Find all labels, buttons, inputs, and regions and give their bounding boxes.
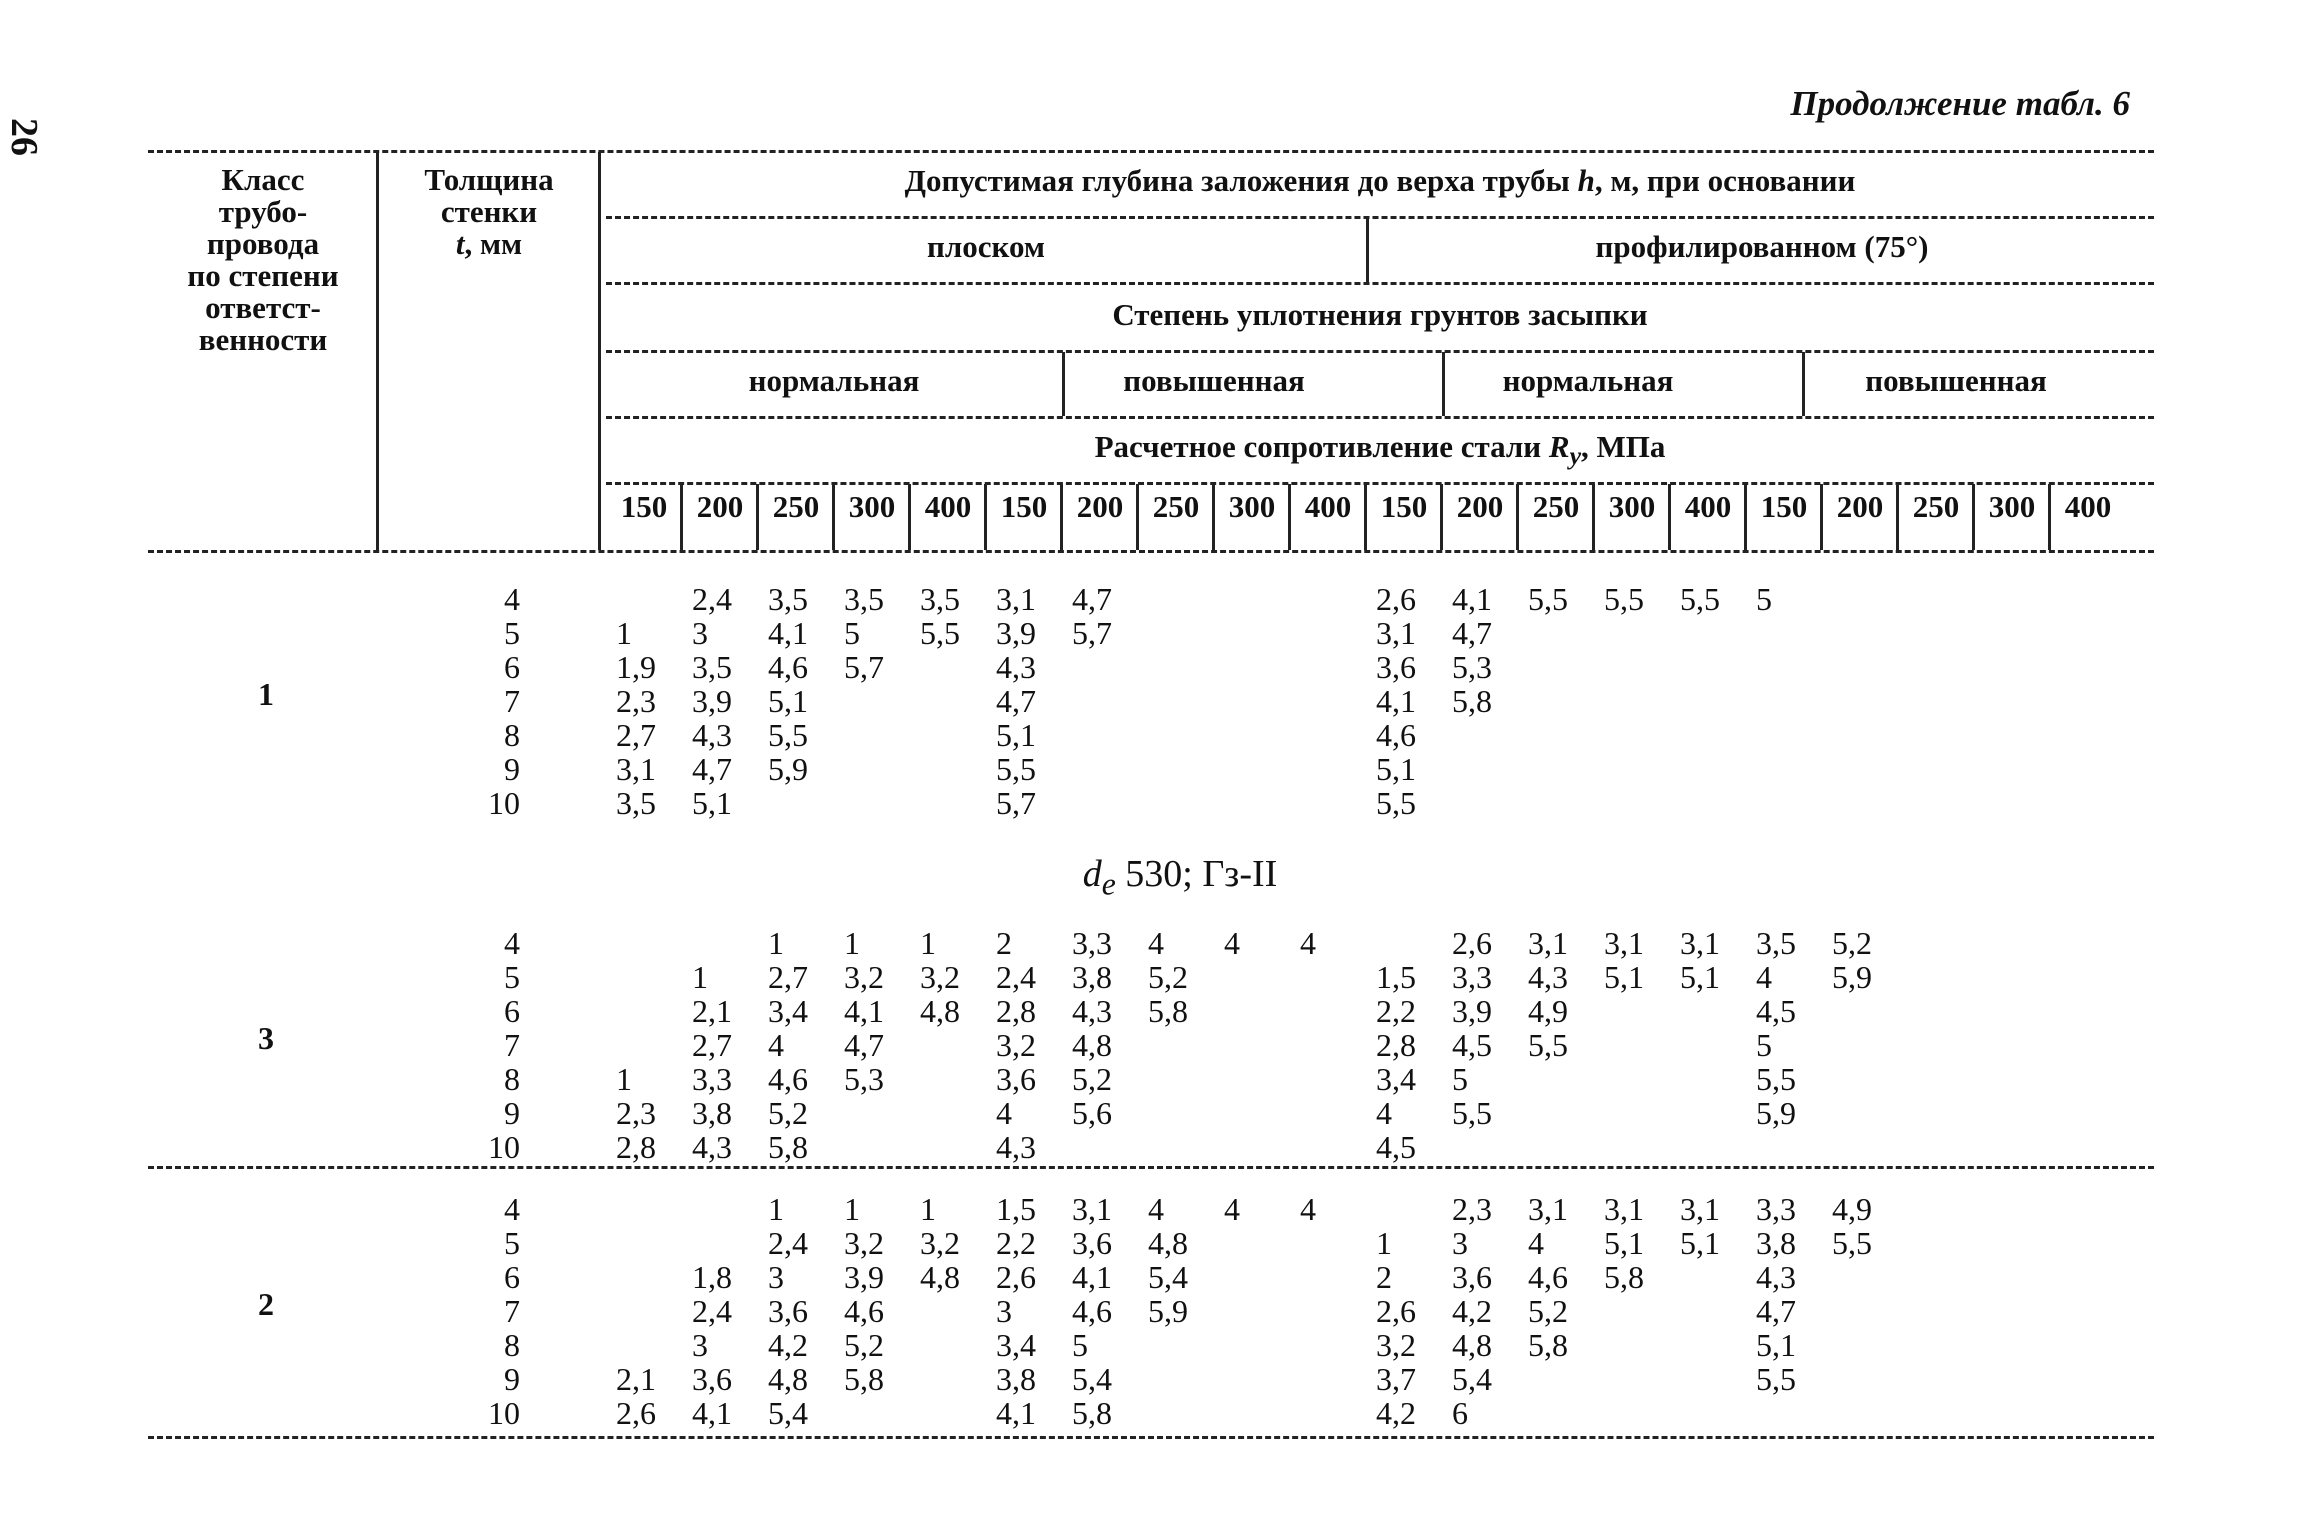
resistance-value-label: 150 [1000, 489, 1048, 524]
depth-value: 2,6 [616, 1395, 656, 1431]
depth-value: 5,2 [1148, 959, 1188, 995]
depth-value: 5,1 [1680, 1225, 1720, 1261]
pipeline-class: 3 [258, 1020, 274, 1056]
depth-value: 3,3 [692, 1061, 732, 1097]
wall-thickness: 6 [504, 1259, 520, 1295]
depth-value: 3,8 [996, 1361, 1036, 1397]
wall-thickness: 9 [504, 751, 520, 787]
resistance-value-label: 200 [1076, 489, 1124, 524]
depth-value: 6 [1452, 1395, 1468, 1431]
resistance-value-label: 200 [1836, 489, 1884, 524]
resistance-value-label: 300 [1988, 489, 2036, 524]
depth-value: 4,7 [692, 751, 732, 787]
depth-value: 2,6 [1452, 925, 1492, 961]
depth-value: 4,7 [1072, 581, 1112, 617]
depth-value: 4,7 [996, 683, 1036, 719]
depth-value: 4 [1300, 925, 1316, 961]
depth-value: 4,5 [1376, 1129, 1416, 1165]
subtitle-sub: e [1101, 866, 1116, 902]
rule-under-compaction [606, 416, 2154, 419]
depth-value: 5,2 [768, 1095, 808, 1131]
rule-under-depth-title [606, 216, 2154, 219]
depth-value: 4,7 [1756, 1293, 1796, 1329]
depth-value: 5,2 [844, 1327, 884, 1363]
depth-value: 3,6 [768, 1293, 808, 1329]
depth-value: 3,9 [996, 615, 1036, 651]
resistance-value-label: 250 [1152, 489, 1200, 524]
depth-value: 5 [844, 615, 860, 651]
subtitle-var: d [1082, 853, 1102, 895]
depth-value: 5,5 [1756, 1361, 1796, 1397]
depth-value: 1 [844, 1191, 860, 1227]
header-base-profiled: профилированном (75°) [1595, 229, 1929, 264]
depth-value: 4 [1300, 1191, 1316, 1227]
header-class [150, 164, 376, 356]
divider-class-thickness [376, 152, 379, 550]
depth-value: 5,5 [1376, 785, 1416, 821]
divider-base [1366, 218, 1369, 282]
resistance-value-label: 150 [1380, 489, 1428, 524]
divider-compaction-2 [1442, 352, 1445, 416]
depth-value: 4,7 [844, 1027, 884, 1063]
depth-value: 3 [768, 1259, 784, 1295]
depth-value: 4,3 [996, 649, 1036, 685]
depth-value: 5,1 [1756, 1327, 1796, 1363]
depth-value: 5,1 [1604, 959, 1644, 995]
header-class-line: провода [206, 226, 320, 261]
depth-value: 5,5 [1756, 1061, 1796, 1097]
depth-value: 4 [1148, 925, 1164, 961]
resistance-value-label: 150 [1760, 489, 1808, 524]
resistance-value-label: 250 [772, 489, 820, 524]
depth-value: 4,3 [692, 1129, 732, 1165]
wall-thickness: 7 [504, 683, 520, 719]
divider-compaction-3 [1802, 352, 1805, 416]
depth-value: 5,4 [1452, 1361, 1492, 1397]
depth-value: 5,8 [844, 1361, 884, 1397]
depth-value: 3,5 [1756, 925, 1796, 961]
header-thickness [380, 164, 598, 260]
depth-value: 3,1 [1680, 925, 1720, 961]
depth-value: 2,8 [616, 1129, 656, 1165]
depth-value: 3,5 [692, 649, 732, 685]
depth-value: 5,5 [996, 751, 1036, 787]
depth-value: 3,5 [844, 581, 884, 617]
depth-value: 5,5 [1452, 1095, 1492, 1131]
table-caption: Продолжение табл. 6 [1790, 84, 2130, 123]
header-depth-title [606, 164, 2154, 198]
depth-value: 3,8 [1072, 959, 1112, 995]
depth-value: 3,9 [1452, 993, 1492, 1029]
depth-value: 3,4 [1376, 1061, 1416, 1097]
depth-value: 3 [692, 1327, 708, 1363]
depth-value: 4,8 [768, 1361, 808, 1397]
depth-value: 5,5 [1680, 581, 1720, 617]
depth-value: 4,7 [1452, 615, 1492, 651]
subtitle-text: 530; Гз-II [1115, 853, 1278, 895]
depth-value: 4,9 [1832, 1191, 1872, 1227]
header-class-line: венности [198, 322, 328, 357]
resistance-title-var: R [1548, 429, 1570, 464]
depth-value: 5,5 [768, 717, 808, 753]
depth-value: 3,2 [844, 959, 884, 995]
depth-value: 1,5 [996, 1191, 1036, 1227]
depth-value: 3,8 [692, 1095, 732, 1131]
depth-value: 1 [920, 1191, 936, 1227]
depth-value: 2,1 [616, 1361, 656, 1397]
depth-value: 4 [768, 1027, 784, 1063]
depth-value: 2,6 [1376, 581, 1416, 617]
depth-value: 3,3 [1452, 959, 1492, 995]
depth-value: 5,5 [1528, 581, 1568, 617]
depth-value: 4,2 [1376, 1395, 1416, 1431]
depth-value: 5,9 [1148, 1293, 1188, 1329]
depth-value: 5,1 [1376, 751, 1416, 787]
depth-value: 4,2 [768, 1327, 808, 1363]
depth-value: 4,6 [1072, 1293, 1112, 1329]
depth-value: 3 [996, 1293, 1012, 1329]
depth-value: 2,4 [768, 1225, 808, 1261]
depth-value: 5,8 [1528, 1327, 1568, 1363]
depth-value: 4,6 [1376, 717, 1416, 753]
resistance-value-label: 250 [1532, 489, 1580, 524]
depth-value: 4,5 [1452, 1027, 1492, 1063]
depth-value: 4,1 [692, 1395, 732, 1431]
depth-value: 4,2 [1452, 1293, 1492, 1329]
depth-value: 1 [616, 615, 632, 651]
depth-title-text: Допустимая глубина заложения до верха трубы [904, 163, 1570, 198]
header-resistance-title [606, 430, 2154, 473]
depth-value: 3,4 [996, 1327, 1036, 1363]
depth-value: 2,7 [768, 959, 808, 995]
header-thickness-line: Толщина [424, 162, 554, 197]
depth-value: 2,4 [692, 581, 732, 617]
rule-top [148, 150, 2154, 153]
depth-value: 3,2 [920, 959, 960, 995]
depth-value: 2,3 [616, 683, 656, 719]
depth-value: 1 [768, 1191, 784, 1227]
depth-value: 2,8 [1376, 1027, 1416, 1063]
header-thickness-line: стенки [440, 194, 538, 229]
resistance-value-label: 300 [1608, 489, 1656, 524]
depth-value: 3 [1452, 1225, 1468, 1261]
depth-value: 4 [1148, 1191, 1164, 1227]
depth-value: 1 [768, 925, 784, 961]
depth-value: 5,9 [1832, 959, 1872, 995]
depth-value: 3,6 [1072, 1225, 1112, 1261]
depth-value: 3,8 [1756, 1225, 1796, 1261]
depth-value: 4,6 [1528, 1259, 1568, 1295]
depth-value: 3,5 [920, 581, 960, 617]
depth-value: 4,6 [768, 1061, 808, 1097]
depth-value: 5,1 [692, 785, 732, 821]
depth-value: 4,3 [996, 1129, 1036, 1165]
depth-value: 2 [1376, 1259, 1392, 1295]
depth-value: 3,6 [1452, 1259, 1492, 1295]
wall-thickness: 8 [504, 1061, 520, 1097]
group-separator [148, 1166, 2154, 1169]
wall-thickness: 7 [504, 1293, 520, 1329]
depth-value: 3,2 [996, 1027, 1036, 1063]
depth-value: 5,5 [1832, 1225, 1872, 1261]
depth-value: 1,8 [692, 1259, 732, 1295]
resistance-value-label: 300 [848, 489, 896, 524]
depth-value: 4,6 [844, 1293, 884, 1329]
depth-value: 5,7 [1072, 615, 1112, 651]
wall-thickness: 8 [504, 1327, 520, 1363]
header-compaction-normal-flat: нормальная [748, 363, 920, 398]
wall-thickness: 10 [488, 1129, 520, 1165]
depth-value: 5,1 [768, 683, 808, 719]
depth-value: 5,5 [920, 615, 960, 651]
header-class-line: трубо- [218, 194, 308, 229]
wall-thickness: 6 [504, 993, 520, 1029]
depth-value: 4,3 [1528, 959, 1568, 995]
depth-value: 5,7 [844, 649, 884, 685]
depth-value: 5 [1756, 581, 1772, 617]
depth-value: 4,3 [692, 717, 732, 753]
depth-value: 5 [1072, 1327, 1088, 1363]
depth-value: 3,7 [1376, 1361, 1416, 1397]
depth-value: 5,4 [1072, 1361, 1112, 1397]
resistance-value-label: 400 [924, 489, 972, 524]
resistance-value-label: 150 [620, 489, 668, 524]
depth-value: 3,5 [616, 785, 656, 821]
depth-value: 1 [844, 925, 860, 961]
depth-value: 3,2 [1376, 1327, 1416, 1363]
table-header [0, 0, 2312, 560]
depth-value: 5 [1452, 1061, 1468, 1097]
header-base-flat: плоском [927, 229, 1045, 264]
depth-value: 3,1 [1680, 1191, 1720, 1227]
group-separator [148, 1436, 2154, 1439]
depth-value: 2,3 [1452, 1191, 1492, 1227]
depth-value: 4,1 [996, 1395, 1036, 1431]
depth-value: 4 [1756, 959, 1772, 995]
wall-thickness: 9 [504, 1361, 520, 1397]
depth-value: 3,6 [1376, 649, 1416, 685]
depth-value: 4 [1528, 1225, 1544, 1261]
depth-value: 4,8 [1452, 1327, 1492, 1363]
wall-thickness: 4 [504, 925, 520, 961]
depth-value: 2,2 [1376, 993, 1416, 1029]
header-compaction-normal-profiled: нормальная [1502, 363, 1674, 398]
depth-value: 4 [1224, 1191, 1240, 1227]
depth-value: 3,1 [1072, 1191, 1112, 1227]
resistance-value-label: 300 [1228, 489, 1276, 524]
pipeline-class: 2 [258, 1286, 274, 1322]
depth-value: 3,4 [768, 993, 808, 1029]
depth-value: 4 [1376, 1095, 1392, 1131]
depth-value: 2,3 [616, 1095, 656, 1131]
depth-value: 3 [692, 615, 708, 651]
depth-value: 2,6 [996, 1259, 1036, 1295]
rule-under-resistance-title [606, 482, 2154, 485]
depth-value: 4,3 [1072, 993, 1112, 1029]
depth-value: 5,8 [768, 1129, 808, 1165]
depth-value: 3,6 [996, 1061, 1036, 1097]
depth-value: 3,1 [1528, 925, 1568, 961]
header-compaction-high-profiled: повышенная [1865, 363, 2047, 398]
wall-thickness: 4 [504, 581, 520, 617]
depth-value: 4,8 [920, 1259, 960, 1295]
depth-value: 3,3 [1072, 925, 1112, 961]
header-compaction-high-flat: повышенная [1123, 363, 1305, 398]
resistance-title-text: Расчетное сопротивление стали [1094, 429, 1542, 464]
depth-value: 5,9 [768, 751, 808, 787]
depth-value: 2,4 [996, 959, 1036, 995]
depth-value: 3,1 [1376, 615, 1416, 651]
depth-value: 3,9 [692, 683, 732, 719]
resistance-value-label: 200 [696, 489, 744, 524]
depth-value: 3,2 [920, 1225, 960, 1261]
depth-value: 4,8 [1072, 1027, 1112, 1063]
resistance-value-label: 250 [1912, 489, 1960, 524]
depth-value: 4,9 [1528, 993, 1568, 1029]
resistance-value-label: 400 [1684, 489, 1732, 524]
depth-value: 5,7 [996, 785, 1036, 821]
depth-value: 3,5 [768, 581, 808, 617]
depth-value: 4,1 [768, 615, 808, 651]
depth-value: 4,5 [1756, 993, 1796, 1029]
depth-value: 5,8 [1452, 683, 1492, 719]
depth-value: 1,9 [616, 649, 656, 685]
rule-under-base [606, 282, 2154, 285]
depth-value: 2,4 [692, 1293, 732, 1329]
wall-thickness: 5 [504, 959, 520, 995]
depth-value: 5,8 [1072, 1395, 1112, 1431]
depth-value: 4 [1224, 925, 1240, 961]
header-thickness-var: t [455, 226, 465, 261]
wall-thickness: 6 [504, 649, 520, 685]
resistance-value-label: 200 [1456, 489, 1504, 524]
resistance-value-label: 400 [1304, 489, 1352, 524]
wall-thickness: 5 [504, 615, 520, 651]
depth-value: 2,1 [692, 993, 732, 1029]
depth-value: 5,1 [1604, 1225, 1644, 1261]
depth-value: 4,6 [768, 649, 808, 685]
depth-value: 5,4 [1148, 1259, 1188, 1295]
depth-title-var: h [1577, 163, 1595, 198]
depth-value: 1 [616, 1061, 632, 1097]
rule-header-bottom [148, 550, 2154, 553]
depth-value: 2,2 [996, 1225, 1036, 1261]
depth-value: 1 [1376, 1225, 1392, 1261]
depth-value: 5,5 [1604, 581, 1644, 617]
depth-value: 5,4 [768, 1395, 808, 1431]
depth-value: 2 [996, 925, 1012, 961]
wall-thickness: 5 [504, 1225, 520, 1261]
wall-thickness: 7 [504, 1027, 520, 1063]
depth-value: 4,3 [1756, 1259, 1796, 1295]
depth-value: 5,6 [1072, 1095, 1112, 1131]
depth-value: 3,2 [844, 1225, 884, 1261]
depth-value: 1 [692, 959, 708, 995]
wall-thickness: 4 [504, 1191, 520, 1227]
resistance-title-post: , МПа [1581, 429, 1666, 464]
header-class-line: Класс [221, 162, 305, 197]
depth-value: 2,6 [1376, 1293, 1416, 1329]
section-subtitle [1020, 852, 1340, 903]
divider-compaction-1 [1062, 352, 1065, 416]
depth-value: 5,1 [1680, 959, 1720, 995]
depth-value: 4,1 [1452, 581, 1492, 617]
depth-value: 5,3 [844, 1061, 884, 1097]
depth-value: 5 [1756, 1027, 1772, 1063]
depth-value: 5,2 [1832, 925, 1872, 961]
depth-value: 4 [996, 1095, 1012, 1131]
depth-value: 1,5 [1376, 959, 1416, 995]
depth-value: 4,8 [920, 993, 960, 1029]
resistance-title-sub: y [1569, 441, 1582, 471]
depth-value: 3,6 [692, 1361, 732, 1397]
depth-value: 2,8 [996, 993, 1036, 1029]
depth-value: 5,8 [1604, 1259, 1644, 1295]
depth-value: 3,3 [1756, 1191, 1796, 1227]
header-compaction-title: Степень уплотнения грунтов засыпки [1112, 297, 1648, 332]
wall-thickness: 9 [504, 1095, 520, 1131]
depth-value: 4,8 [1148, 1225, 1188, 1261]
depth-title-post: , м, при основании [1594, 163, 1856, 198]
divider-thickness-depth [598, 152, 601, 550]
depth-value: 5,8 [1148, 993, 1188, 1029]
depth-value: 4,1 [844, 993, 884, 1029]
wall-thickness: 10 [488, 785, 520, 821]
wall-thickness: 8 [504, 717, 520, 753]
depth-value: 3,9 [844, 1259, 884, 1295]
header-class-line: ответст- [205, 290, 321, 325]
depth-value: 5,2 [1528, 1293, 1568, 1329]
rule-under-compaction-title [606, 350, 2154, 353]
depth-value: 5,1 [996, 717, 1036, 753]
depth-value: 5,2 [1072, 1061, 1112, 1097]
depth-value: 5,5 [1528, 1027, 1568, 1063]
depth-value: 3,1 [1604, 925, 1644, 961]
header-class-line: по степени [187, 258, 339, 293]
depth-value: 2,7 [692, 1027, 732, 1063]
depth-value: 5,9 [1756, 1095, 1796, 1131]
resistance-value-label: 400 [2064, 489, 2112, 524]
depth-value: 3,1 [1604, 1191, 1644, 1227]
depth-value: 4,1 [1072, 1259, 1112, 1295]
depth-value: 2,7 [616, 717, 656, 753]
depth-value: 1 [920, 925, 936, 961]
depth-value: 3,1 [1528, 1191, 1568, 1227]
depth-value: 5,3 [1452, 649, 1492, 685]
depth-value: 4,1 [1376, 683, 1416, 719]
pipeline-class: 1 [258, 676, 274, 712]
depth-value: 3,1 [996, 581, 1036, 617]
depth-value: 3,1 [616, 751, 656, 787]
header-thickness-unit: , мм [464, 226, 523, 261]
page-number: 26 [3, 118, 45, 156]
wall-thickness: 10 [488, 1395, 520, 1431]
